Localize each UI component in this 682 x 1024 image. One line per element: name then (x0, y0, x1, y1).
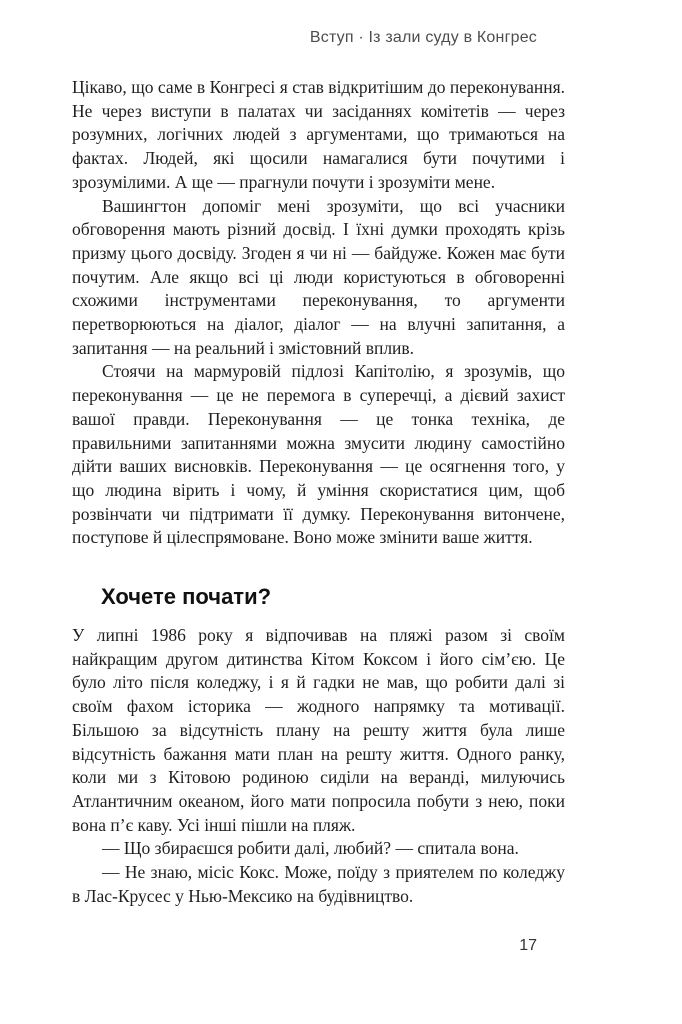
running-header: Вступ · Із зали суду в Конгрес (309, 29, 537, 46)
body-text-block-2 (72, 624, 565, 908)
paragraph-washington-lesson: Вашингтон допоміг мені зрозуміти, що всі учасники обговорення мають різний досвід. І їхні думки проходять крізь призму цього досвіду. Згоден я чи ні — байдуже. Кожен має бути почутим. Але якщо всі ці люди користуються в обговоренні схожими інструментами переконування, то аргументи перетворюються на діалог, діалог — на влучні запитання, а запитання — на реальний і змістовний вплив. (72, 195, 565, 358)
paragraph-capitol-marble: Стоячи на мармуровій підлозі Капітолію, я зрозумів, що переконування — це не перемога в суперечці, а дієвий захист вашої правди. Переконування — це тонка техніка, де правильними запитаннями можна змусити людину самостійно дійти ваших висновків. Переконування — це осягнення того, у що людина вірить і чому, й уміння скористатися цим, щоб розвінчати чи підтримати її думку. Переконування витончене, поступове й цілеспрямоване. Воно може змінити ваше життя. (72, 361, 565, 548)
page-number: 17 (519, 937, 537, 954)
paragraph-congress-persuasion: Цікаво, що саме в Конгресі я став відкритішим до переконування. Не через виступи в палатах чи засіданнях комітетів — через розумних, логічних людей з аргументами, що тримаються на фактах. Людей, які щосили намагалися бути почутими і зрозумілими. А ще — прагнули почути і зрозуміти мене. (72, 77, 565, 192)
paragraph-beach-1986: У липні 1986 року я відпочивав на пляжі разом зі своїм найкращим другом дитинства Кітом Коксом і його сім’єю. Це було літо після коледжу, і я й гадки не мав, що робити далі зі своїм фахом історика — жодного напрямку та мотивації. Більшою за відсутність плану на решту життя була лише відсутність бажання мати план на решту життя. Одного ранку, коли ми з Кітовою родиною сиділи на веранді, милуючись Атлантичним океаном, його мати попросила побути з нею, поки вона п’є каву. Усі інші пішли на пляж. (72, 625, 565, 835)
body-text-block-1 (72, 76, 565, 550)
dialogue-line-answer: — Не знаю, місіс Кокс. Може, поїду з приятелем по коледжу в Лас-Крусес у Нью-Мексико на будівництво. (72, 862, 565, 906)
dialogue-line-question: — Що збираєшся робити далі, любий? — спитала вона. (102, 838, 519, 859)
section-heading: Хочете почати? (101, 584, 272, 609)
